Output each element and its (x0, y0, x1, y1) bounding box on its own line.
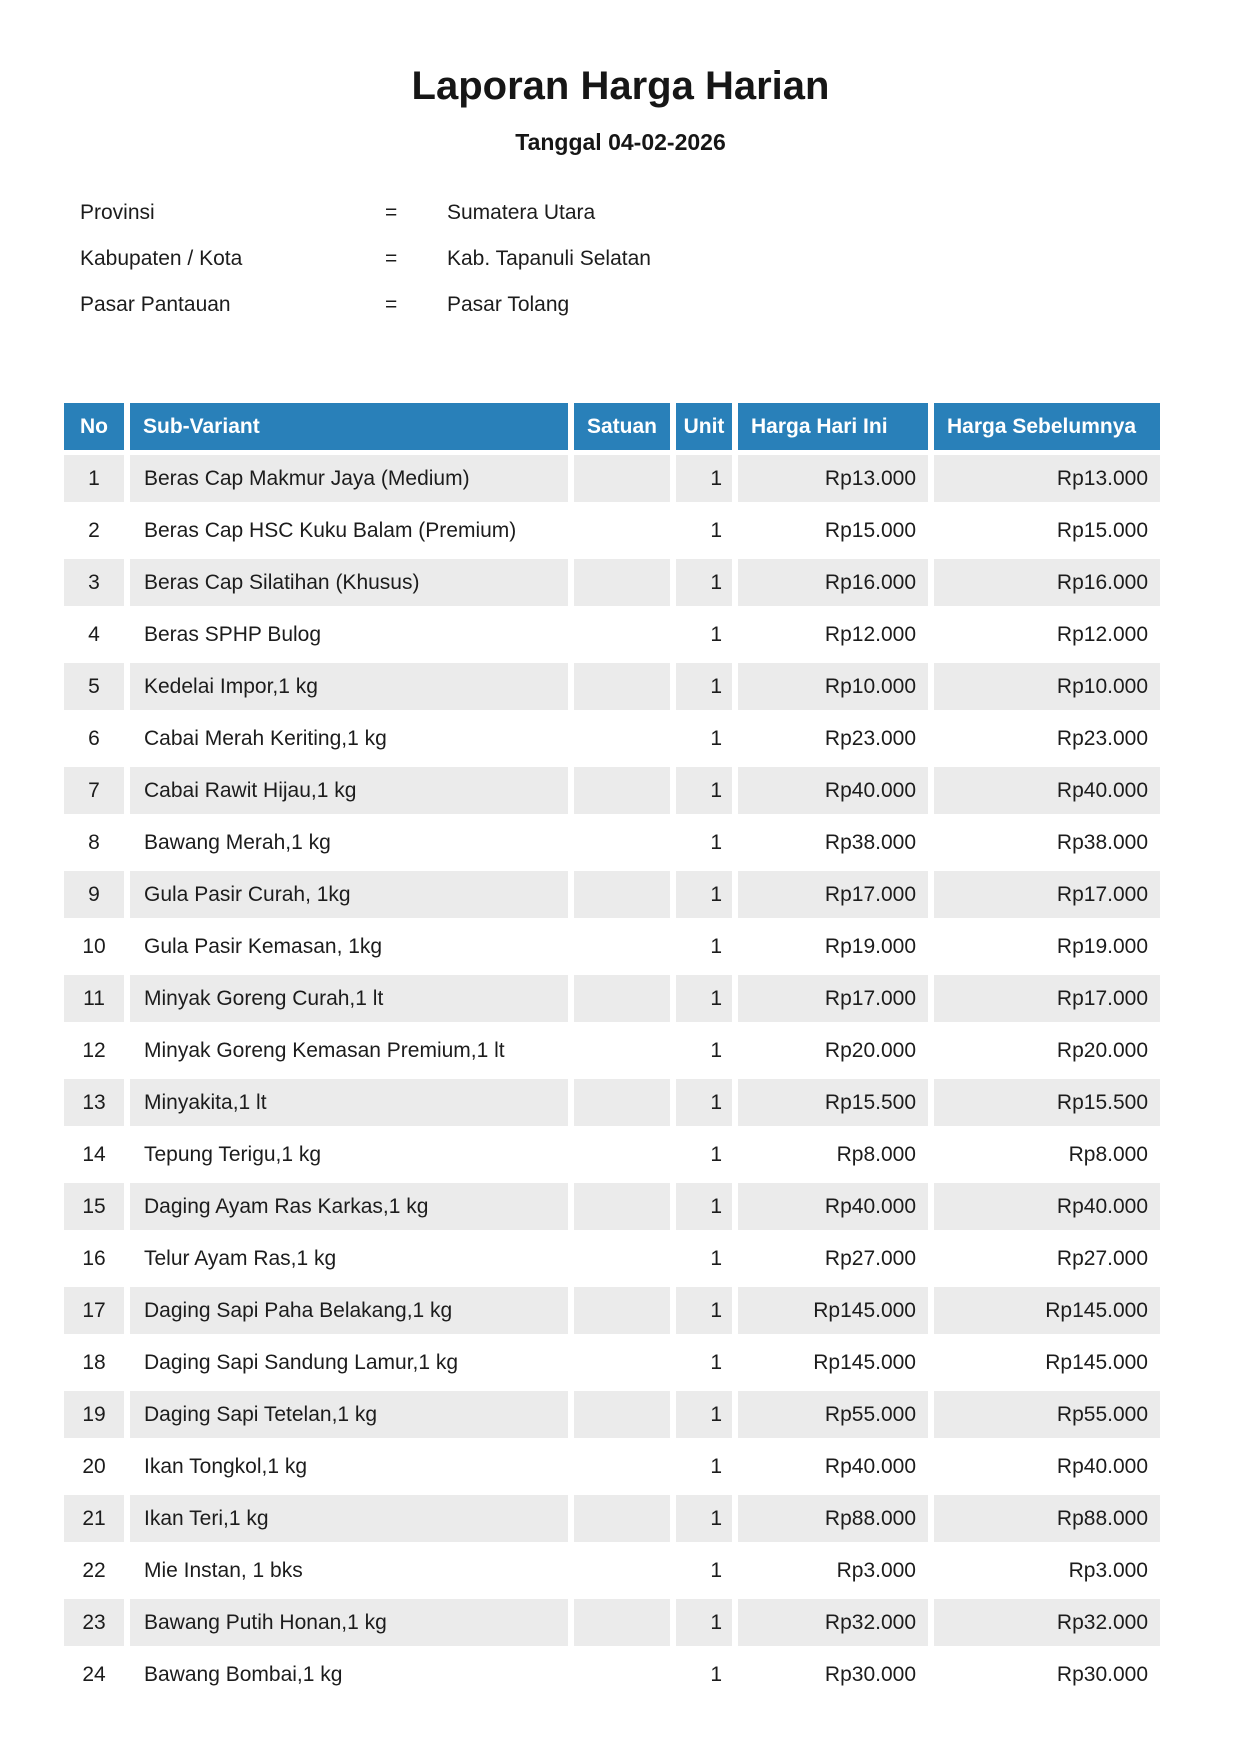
meta-value: Kab. Tapanuli Selatan (447, 247, 651, 270)
table-row (64, 1131, 1160, 1178)
table-row (64, 1235, 1160, 1282)
col-header-unit: Unit (676, 403, 732, 450)
cell-unit: 1 (676, 1391, 732, 1438)
cell-harga-hari-ini: Rp10.000 (738, 663, 928, 710)
report-meta (80, 190, 980, 328)
cell-harga-sebelumnya: Rp27.000 (934, 1235, 1160, 1282)
cell-sub-variant: Mie Instan, 1 bks (130, 1547, 568, 1594)
cell-harga-hari-ini: Rp40.000 (738, 1183, 928, 1230)
cell-no: 2 (64, 507, 124, 554)
cell-satuan (574, 923, 670, 970)
cell-satuan (574, 507, 670, 554)
cell-harga-hari-ini: Rp30.000 (738, 1651, 928, 1698)
cell-harga-sebelumnya: Rp145.000 (934, 1339, 1160, 1386)
cell-sub-variant: Telur Ayam Ras,1 kg (130, 1235, 568, 1282)
cell-no: 22 (64, 1547, 124, 1594)
table-body (64, 455, 1160, 1698)
cell-unit: 1 (676, 611, 732, 658)
cell-no: 4 (64, 611, 124, 658)
table-row (64, 1495, 1160, 1542)
meta-value: Sumatera Utara (447, 201, 596, 224)
cell-harga-sebelumnya: Rp23.000 (934, 715, 1160, 762)
cell-no: 16 (64, 1235, 124, 1282)
cell-harga-hari-ini: Rp20.000 (738, 1027, 928, 1074)
cell-unit: 1 (676, 871, 732, 918)
meta-row-provinsi (80, 190, 980, 236)
cell-harga-hari-ini: Rp13.000 (738, 455, 928, 502)
cell-sub-variant: Ikan Teri,1 kg (130, 1495, 568, 1542)
cell-harga-hari-ini: Rp38.000 (738, 819, 928, 866)
cell-harga-hari-ini: Rp27.000 (738, 1235, 928, 1282)
cell-no: 11 (64, 975, 124, 1022)
table-row (64, 1651, 1160, 1698)
cell-unit: 1 (676, 1027, 732, 1074)
cell-unit: 1 (676, 1599, 732, 1646)
report-date: Tanggal 04-02-2026 (515, 129, 726, 155)
cell-harga-hari-ini: Rp3.000 (738, 1547, 928, 1594)
cell-sub-variant: Minyak Goreng Curah,1 lt (130, 975, 568, 1022)
cell-harga-hari-ini: Rp8.000 (738, 1131, 928, 1178)
cell-sub-variant: Daging Sapi Paha Belakang,1 kg (130, 1287, 568, 1334)
cell-harga-sebelumnya: Rp16.000 (934, 559, 1160, 606)
cell-satuan (574, 1131, 670, 1178)
cell-no: 12 (64, 1027, 124, 1074)
cell-harga-hari-ini: Rp145.000 (738, 1339, 928, 1386)
cell-satuan (574, 559, 670, 606)
cell-sub-variant: Beras SPHP Bulog (130, 611, 568, 658)
cell-harga-sebelumnya: Rp15.500 (934, 1079, 1160, 1126)
cell-sub-variant: Beras Cap Silatihan (Khusus) (130, 559, 568, 606)
meta-equals: = (385, 293, 398, 316)
cell-harga-hari-ini: Rp17.000 (738, 975, 928, 1022)
cell-sub-variant: Beras Cap HSC Kuku Balam (Premium) (130, 507, 568, 554)
table-row (64, 923, 1160, 970)
table-row (64, 871, 1160, 918)
cell-satuan (574, 1339, 670, 1386)
cell-harga-sebelumnya: Rp19.000 (934, 923, 1160, 970)
table-row (64, 1443, 1160, 1490)
cell-no: 24 (64, 1651, 124, 1698)
cell-harga-hari-ini: Rp12.000 (738, 611, 928, 658)
meta-equals: = (385, 247, 398, 270)
cell-no: 5 (64, 663, 124, 710)
cell-unit: 1 (676, 1443, 732, 1490)
table-row (64, 611, 1160, 658)
cell-sub-variant: Kedelai Impor,1 kg (130, 663, 568, 710)
page-title: Laporan Harga Harian (411, 64, 830, 108)
cell-satuan (574, 1651, 670, 1698)
meta-label: Provinsi (80, 201, 155, 224)
col-header-harga-hari-ini: Harga Hari Ini (738, 403, 928, 450)
cell-harga-sebelumnya: Rp17.000 (934, 871, 1160, 918)
table-row (64, 1547, 1160, 1594)
cell-satuan (574, 1027, 670, 1074)
cell-no: 18 (64, 1339, 124, 1386)
cell-sub-variant: Cabai Merah Keriting,1 kg (130, 715, 568, 762)
cell-harga-hari-ini: Rp145.000 (738, 1287, 928, 1334)
cell-harga-sebelumnya: Rp40.000 (934, 1443, 1160, 1490)
cell-harga-sebelumnya: Rp12.000 (934, 611, 1160, 658)
cell-harga-sebelumnya: Rp55.000 (934, 1391, 1160, 1438)
cell-no: 8 (64, 819, 124, 866)
cell-no: 1 (64, 455, 124, 502)
cell-harga-hari-ini: Rp17.000 (738, 871, 928, 918)
table-row (64, 1391, 1160, 1438)
cell-unit: 1 (676, 1235, 732, 1282)
cell-no: 15 (64, 1183, 124, 1230)
cell-unit: 1 (676, 975, 732, 1022)
cell-harga-sebelumnya: Rp40.000 (934, 767, 1160, 814)
meta-row-kabupaten (80, 236, 980, 282)
table-row (64, 819, 1160, 866)
cell-unit: 1 (676, 663, 732, 710)
cell-unit: 1 (676, 559, 732, 606)
cell-unit: 1 (676, 767, 732, 814)
cell-unit: 1 (676, 715, 732, 762)
cell-unit: 1 (676, 923, 732, 970)
cell-harga-hari-ini: Rp15.000 (738, 507, 928, 554)
cell-no: 23 (64, 1599, 124, 1646)
cell-harga-hari-ini: Rp23.000 (738, 715, 928, 762)
cell-sub-variant: Tepung Terigu,1 kg (130, 1131, 568, 1178)
table-row (64, 1287, 1160, 1334)
cell-harga-sebelumnya: Rp88.000 (934, 1495, 1160, 1542)
col-header-no: No (64, 403, 124, 450)
cell-harga-sebelumnya: Rp38.000 (934, 819, 1160, 866)
cell-satuan (574, 1079, 670, 1126)
cell-no: 10 (64, 923, 124, 970)
cell-satuan (574, 663, 670, 710)
cell-harga-hari-ini: Rp15.500 (738, 1079, 928, 1126)
cell-unit: 1 (676, 1495, 732, 1542)
cell-harga-sebelumnya: Rp13.000 (934, 455, 1160, 502)
cell-harga-sebelumnya: Rp15.000 (934, 507, 1160, 554)
cell-no: 7 (64, 767, 124, 814)
cell-harga-hari-ini: Rp32.000 (738, 1599, 928, 1646)
cell-satuan (574, 1599, 670, 1646)
table-row (64, 715, 1160, 762)
cell-sub-variant: Daging Sapi Sandung Lamur,1 kg (130, 1339, 568, 1386)
cell-unit: 1 (676, 819, 732, 866)
meta-value: Pasar Tolang (447, 293, 570, 316)
cell-sub-variant: Bawang Putih Honan,1 kg (130, 1599, 568, 1646)
cell-sub-variant: Cabai Rawit Hijau,1 kg (130, 767, 568, 814)
cell-sub-variant: Ikan Tongkol,1 kg (130, 1443, 568, 1490)
cell-sub-variant: Minyak Goreng Kemasan Premium,1 lt (130, 1027, 568, 1074)
meta-label: Kabupaten / Kota (80, 247, 243, 270)
table-row (64, 507, 1160, 554)
cell-satuan (574, 1391, 670, 1438)
cell-satuan (574, 767, 670, 814)
cell-harga-sebelumnya: Rp3.000 (934, 1547, 1160, 1594)
price-table (58, 398, 1166, 1703)
cell-sub-variant: Bawang Merah,1 kg (130, 819, 568, 866)
cell-unit: 1 (676, 1547, 732, 1594)
table-row (64, 1599, 1160, 1646)
table-row (64, 1183, 1160, 1230)
cell-unit: 1 (676, 507, 732, 554)
cell-no: 17 (64, 1287, 124, 1334)
table-row (64, 559, 1160, 606)
col-header-sub-variant: Sub-Variant (130, 403, 568, 450)
table-row (64, 455, 1160, 502)
table-row (64, 975, 1160, 1022)
cell-satuan (574, 819, 670, 866)
table-row (64, 1079, 1160, 1126)
cell-no: 13 (64, 1079, 124, 1126)
cell-satuan (574, 715, 670, 762)
cell-sub-variant: Bawang Bombai,1 kg (130, 1651, 568, 1698)
cell-harga-hari-ini: Rp19.000 (738, 923, 928, 970)
cell-unit: 1 (676, 455, 732, 502)
table-row (64, 1027, 1160, 1074)
table-row (64, 767, 1160, 814)
cell-sub-variant: Daging Sapi Tetelan,1 kg (130, 1391, 568, 1438)
cell-harga-hari-ini: Rp16.000 (738, 559, 928, 606)
cell-satuan (574, 871, 670, 918)
cell-unit: 1 (676, 1651, 732, 1698)
cell-harga-sebelumnya: Rp30.000 (934, 1651, 1160, 1698)
col-header-harga-sebelumnya: Harga Sebelumnya (934, 403, 1160, 450)
cell-no: 14 (64, 1131, 124, 1178)
table-header-row (64, 403, 1160, 450)
cell-unit: 1 (676, 1287, 732, 1334)
meta-equals: = (385, 201, 398, 224)
cell-harga-sebelumnya: Rp40.000 (934, 1183, 1160, 1230)
cell-satuan (574, 975, 670, 1022)
cell-satuan (574, 611, 670, 658)
cell-sub-variant: Daging Ayam Ras Karkas,1 kg (130, 1183, 568, 1230)
cell-harga-hari-ini: Rp55.000 (738, 1391, 928, 1438)
cell-no: 19 (64, 1391, 124, 1438)
meta-label: Pasar Pantauan (80, 293, 231, 316)
cell-satuan (574, 1547, 670, 1594)
cell-satuan (574, 1183, 670, 1230)
cell-harga-hari-ini: Rp40.000 (738, 1443, 928, 1490)
cell-satuan (574, 455, 670, 502)
cell-harga-sebelumnya: Rp145.000 (934, 1287, 1160, 1334)
cell-satuan (574, 1495, 670, 1542)
col-header-satuan: Satuan (574, 403, 670, 450)
cell-sub-variant: Gula Pasir Kemasan, 1kg (130, 923, 568, 970)
cell-no: 21 (64, 1495, 124, 1542)
cell-no: 20 (64, 1443, 124, 1490)
cell-sub-variant: Minyakita,1 lt (130, 1079, 568, 1126)
cell-sub-variant: Gula Pasir Curah, 1kg (130, 871, 568, 918)
cell-no: 3 (64, 559, 124, 606)
table-row (64, 663, 1160, 710)
cell-unit: 1 (676, 1131, 732, 1178)
cell-unit: 1 (676, 1339, 732, 1386)
cell-satuan (574, 1287, 670, 1334)
cell-harga-sebelumnya: Rp20.000 (934, 1027, 1160, 1074)
cell-harga-sebelumnya: Rp17.000 (934, 975, 1160, 1022)
cell-sub-variant: Beras Cap Makmur Jaya (Medium) (130, 455, 568, 502)
cell-harga-hari-ini: Rp88.000 (738, 1495, 928, 1542)
cell-harga-hari-ini: Rp40.000 (738, 767, 928, 814)
cell-unit: 1 (676, 1079, 732, 1126)
table-row (64, 1339, 1160, 1386)
cell-satuan (574, 1443, 670, 1490)
meta-row-pasar (80, 282, 980, 328)
cell-harga-sebelumnya: Rp10.000 (934, 663, 1160, 710)
cell-harga-sebelumnya: Rp32.000 (934, 1599, 1160, 1646)
cell-harga-sebelumnya: Rp8.000 (934, 1131, 1160, 1178)
cell-no: 6 (64, 715, 124, 762)
cell-no: 9 (64, 871, 124, 918)
cell-satuan (574, 1235, 670, 1282)
cell-unit: 1 (676, 1183, 732, 1230)
